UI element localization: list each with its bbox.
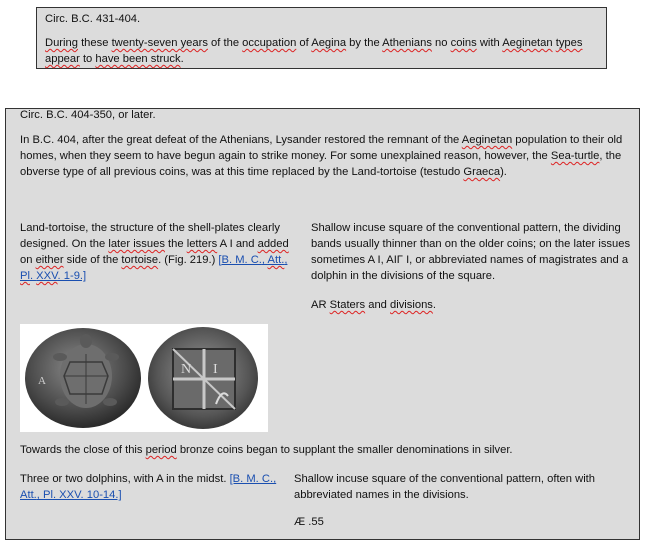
bronze-note: Towards the close of this period bronze coins began to supplant the smaller denominations in silver. <box>20 444 513 456</box>
reference-link-bmc-10-14[interactable]: [B. M. C., Att., Pl. XXV. 10-14.] <box>20 473 277 501</box>
reverse-letter-1: N <box>181 362 192 377</box>
obverse-coin <box>25 328 141 428</box>
bronze-reverse-description: Shallow incuse square of the conventional pattern, often with abbreviated names in the divisions. <box>294 473 596 501</box>
obverse-letter: A <box>38 375 46 387</box>
obverse-description: Land-tortoise, the structure of the shell-plates clearly designed. On the later issues the letters A I and added on either side of the tortoise. (Fig. 219.) [B. M. C., Att., Pl. XXV. 1-9.] <box>20 222 289 282</box>
denomination-line: AR Staters and divisions. <box>311 299 437 311</box>
section-box-431-404 <box>36 7 607 69</box>
section-title: Circ. B.C. 404-350, or later. <box>20 109 156 121</box>
section-box-404-350 <box>5 108 640 540</box>
reference-link-bmc-1-9[interactable]: [B. M. C., Att., Pl. XXV. 1-9.] <box>20 254 288 282</box>
section-paragraph: During these twenty-seven years of the occupation of Aegina by the Athenians no coins with Aeginetan types appear to have been struck. <box>45 37 583 65</box>
intro-paragraph: In B.C. 404, after the great defeat of the Athenians, Lysander restored the remnant of the Aeginetan population to their old homes, when they seem to have begun again to strike money. For some unexplained reason, however, the Sea-turtle, the obverse type of all previous coins, was at this time replaced by the Land-tortoise (testudo Graeca). <box>20 134 623 178</box>
word-during: During <box>45 37 78 49</box>
bronze-denomination: Æ .55 <box>294 516 324 528</box>
bronze-obverse-description: Three or two dolphins, with A in the midst. [B. M. C., Att., Pl. XXV. 10-14.] <box>20 473 277 501</box>
reverse-letter-2: I <box>213 362 218 377</box>
reverse-coin <box>148 327 258 429</box>
section-title: Circ. B.C. 431-404. <box>45 13 141 25</box>
coin-image <box>20 324 268 432</box>
reverse-description: Shallow incuse square of the conventional pattern, the dividing bands usually thinner than on the older coins; on the later issues sometimes A I, AIΓ I, or abbreviated names of magistrates and a dolphin in the divisions of the square. <box>311 222 631 282</box>
